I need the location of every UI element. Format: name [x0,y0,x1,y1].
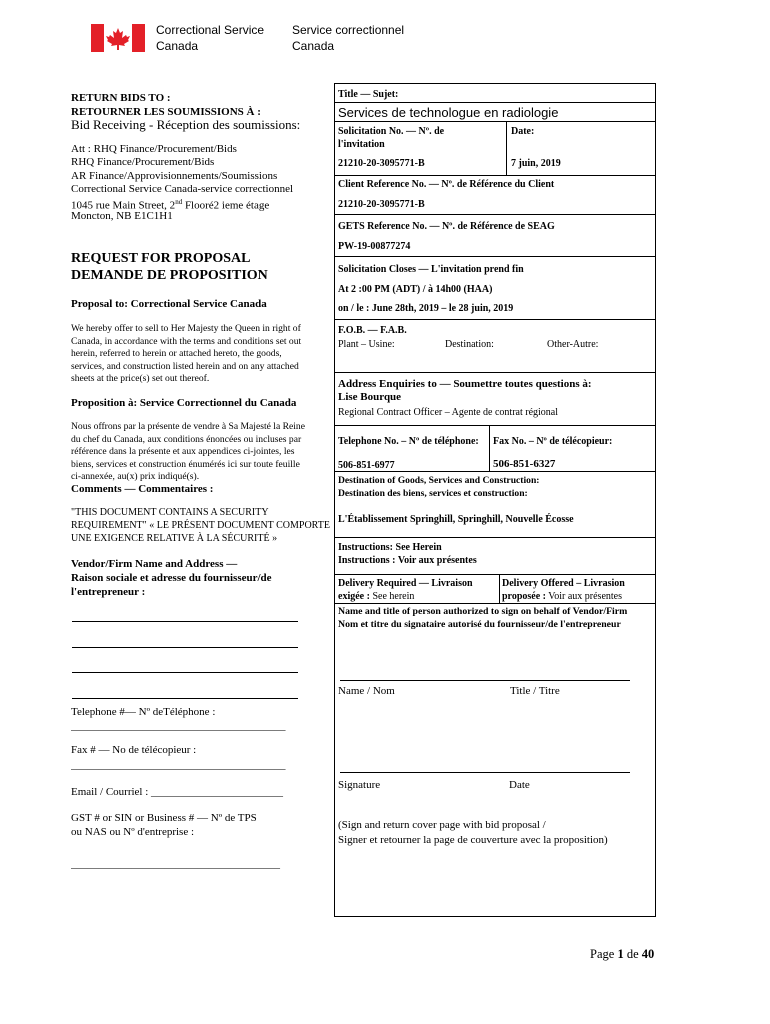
fob-destination: Destination: [445,339,494,350]
comments-label: Comments — Commentaires : [71,483,214,495]
page-current: 1 [617,947,624,961]
divider [489,425,490,471]
vendor-line-2[interactable] [72,647,298,648]
divider [334,102,656,103]
enquiries-name: Lise Bourque [338,391,402,403]
delivery-required [338,578,498,603]
fax-label: Fax No. – Nº de télécopieur: [493,436,613,447]
divider [334,537,656,538]
divider [334,372,656,373]
proposition-a: Proposition à: Service Correctionnel du Canada [71,397,297,409]
fob-label: F.O.B. — F.A.B. [338,325,407,336]
vendor-email-field[interactable]: Email / Courriel : ________________________ [71,786,284,798]
authorized-signer-label: Name and title of person authorized to sign on behalf of Vendor/Firm Nom et titre du signataire autorisé du fournisseur/de l'entrepreneur [338,606,628,630]
signature-date-label: Date [509,779,530,791]
vendor-gst-field[interactable]: ______________________________________ [71,858,280,870]
fob-other: Other-Autre: [547,339,599,350]
street-text: 1045 rue Main Street, 2 [71,199,176,212]
divider [334,256,656,257]
vendor-fax-label: Fax # — No de télécopieur : [71,744,197,756]
delivery-offered-value: Voir aux présentes [545,590,622,602]
security-note: "THIS DOCUMENT CONTAINS A SECURITY REQUIREMENT" « LE PRÉSENT DOCUMENT COMPORTE UNE EXIGENCE RELATIVE À LA SÉCURITÉ » [71,507,330,544]
vendor-label: Vendor/Firm Name and Address — Raison sociale et adresse du fournisseur/de l'entrepreneur : [71,558,272,598]
client-ref-label: Client Reference No. — Nº. de Référence du Client [338,179,555,190]
divider [506,121,507,175]
divider [334,574,656,575]
divider [334,425,656,426]
title-label-sign: Title / Titre [510,685,560,697]
street-text-end: Flooré2 ieme étage [182,199,270,212]
divider [499,574,500,603]
vendor-telephone-label: Telephone #— Nº deTéléphone : [71,706,216,718]
divider [334,319,656,320]
enquiries-label: Address Enquiries to — Soumettre toutes questions à: [338,378,592,390]
page-number [590,947,654,962]
offer-text-fr: Nous offrons par la présente de vendre à Sa Majesté la Reine du chef du Canada, aux conditions énoncées ou incluses par référence dans la présente et aux appendices ci-jointes, les biens, services et construction énumérés ici sur toute feuille ci-annexée, au(x) prix indiqué(s). [71,421,305,482]
vendor-gst-label: GST # or SIN or Business # — Nº de TPS ou NAS ou Nº d'entreprise : [71,812,257,838]
solicitation-no-value: 21210-20-3095771-B [338,158,425,169]
divider [334,175,656,176]
solicitation-no-label: Solicitation No. — Nº. de l'invitation [338,126,445,150]
offer-text-en: We hereby offer to sell to Her Majesty the Queen in right of Canada, in accordance with the terms and conditions set out herein, referred to herein or attached hereto, the goods, services, and construction listed herein and on any attached sheets at the price(s) set out thereof. [71,323,302,384]
page-total: 40 [641,947,655,961]
solicitation-title: Services de technologue en radiologie [338,105,559,120]
page-prefix: Page [590,947,618,961]
vendor-telephone-field[interactable]: _______________________________________ [71,720,286,732]
department-name-en: Correctional Service Canada [156,23,265,53]
fob-plant: Plant – Usine: [338,339,395,350]
bid-receiving-label: Bid Receiving - Réception des soumissions: [71,117,301,132]
department-name-fr: Service correctionnel Canada [292,23,405,53]
sign-return-note: (Sign and return cover page with bid proposal / Signer et retourner la page de couverture avec la proposition) [338,819,608,846]
delivery-offered [502,578,656,603]
signature-line[interactable] [340,772,630,773]
vendor-line-4[interactable] [72,698,298,699]
client-ref-value: 21210-20-3095771-B [338,199,425,210]
closes-time: At 2 :00 PM (ADT) / à 14h00 (HAA) [338,284,493,295]
telephone-label: Telephone No. – Nº de téléphone: [338,436,479,447]
date-value: 7 juin, 2019 [511,158,561,169]
divider [334,214,656,215]
delivery-required-label: Delivery Required — Livraison exigée : [338,578,473,602]
canada-flag-icon [91,24,145,52]
gets-ref-value: PW-19-00877274 [338,241,411,252]
destination-value: L'Établissement Springhill, Springhill, Nouvelle Écosse [338,514,574,525]
proposal-to: Proposal to: Correctional Service Canada [71,298,267,310]
telephone-value: 506-851-6977 [338,460,395,471]
return-city: Moncton, NB E1C1H1 [71,210,173,222]
vendor-line-3[interactable] [72,672,298,673]
divider [334,603,656,604]
return-bids-heading: RETURN BIDS TO : RETOURNER LES SOUMISSIONS À : [71,92,261,118]
return-address: Att : RHQ Finance/Procurement/Bids RHQ Finance/Procurement/Bids AR Finance/Approvisionnements/Soumissions Correctional Service Canada-service correctionnel [71,143,294,195]
street-superscript: nd [175,198,183,206]
closes-label: Solicitation Closes — L'invitation prend fin [338,264,524,275]
destination-label: Destination of Goods, Services and Construction: Destination des biens, services et construction: [338,475,540,499]
instructions: Instructions: See Herein Instructions : Voir aux présentes [338,542,477,566]
page-mid: de [623,947,642,961]
name-label: Name / Nom [338,685,395,697]
divider [334,121,656,122]
delivery-required-value: See herein [369,590,415,602]
name-title-line[interactable] [340,680,630,681]
rfp-title: REQUEST FOR PROPOSAL DEMANDE DE PROPOSITION [71,251,268,283]
title-label: Title — Sujet: [338,89,399,100]
divider [334,471,656,472]
signature-label: Signature [338,779,381,791]
delivery-offered-label: Delivery Offered – Livrasion proposée : [502,578,625,602]
vendor-line-1[interactable] [72,621,298,622]
gets-ref-label: GETS Reference No. — Nº. de Référence de SEAG [338,221,555,232]
enquiries-title: Regional Contract Officer – Agente de contrat régional [338,407,559,418]
date-label: Date: [511,126,535,137]
vendor-fax-field[interactable]: _______________________________________ [71,759,286,771]
closes-date: on / le : June 28th, 2019 – le 28 juin, 2019 [338,303,514,314]
fax-value: 506-851-6327 [493,458,556,470]
